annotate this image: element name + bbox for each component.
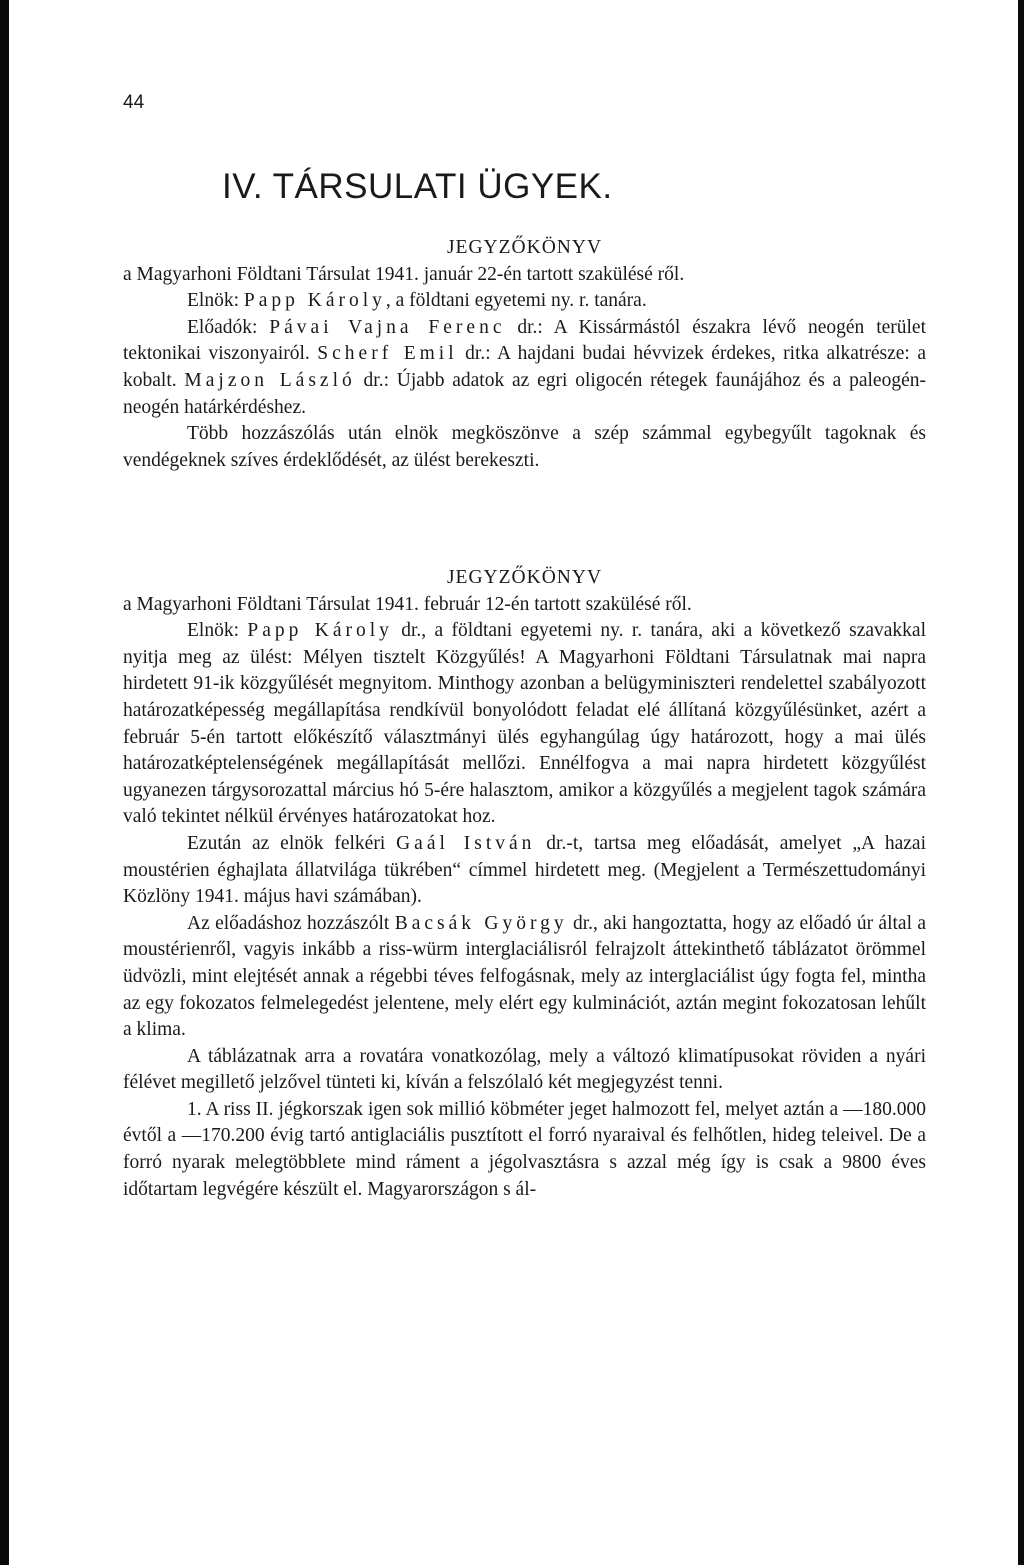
minutes-title: JEGYZŐKÖNYV <box>446 237 603 258</box>
chair-name: Papp Károly <box>247 620 393 642</box>
chair-speech: dr., a földtani egyetemi ny. r. tanára, aki a következő szavakkal nyitja meg az ülést: Mélyen tisztelt Közgyűlés! A Magyarhoni Földtani Társulatnak mai napra hirdetett 91-ik közgyűlését megnyitom. Minthogy azonban a belügyminiszteri rendelettel szabályozott határozatképesség megállapítása rendkívül bonyolódott feladat elé állítaná közgyűlésünket, azért a február 5-én tartott előkészítő választmányi ülés egyhangúlag úgy határozott, hogy a mai ülés határozatképtelenségének megállapítását mellőzi. Ennélfogva a mai napra hirdetett közgyűlést ugyanezen tárgysorozattal március hó 5-ére halasztom, amikor a közgyűlés a megjelent tagok számára való tekintet nélkül érvényes határozatokat hoz. <box>123 620 926 828</box>
page-number: 44 <box>123 92 145 113</box>
chair-label: Elnök: <box>187 290 244 312</box>
scan-right-edge <box>1018 0 1024 1565</box>
comment-paragraph <box>123 911 926 1044</box>
chair-label: Elnök: <box>187 620 248 642</box>
commenter-name: Bacsák György <box>394 912 568 934</box>
chair-paragraph <box>123 618 926 831</box>
speaker-name: Scherf Emil <box>317 343 458 365</box>
riss-paragraph: 1. A riss II. jégkorszak igen sok millió köbméter jeget halmozott fel, melyet aztán a —180.000 évtől a —170.200 évig tartó antiglaciális pusztított el forró nyaraival és felhőtlen, hideg teleivel. De a forró nyarak melegtöbblete mind ráment a jégolvasztásra s azzal még így is csak a 9800 éves időtartam legvégére készült el. Magyarországon s ál- <box>123 1098 926 1200</box>
chair-name: Papp Károly <box>243 290 386 312</box>
minutes-february <box>123 565 926 1203</box>
speaker-name: Majzon László <box>184 369 356 391</box>
lecture-paragraph <box>123 831 926 911</box>
speaker-topic: dr.: Újabb adatok az egri oligocén rétegek faunájához és a paleogén-neogén határkérdéshez. <box>123 369 926 418</box>
speaker-topic: dr.: A Kissármástól északra lévő neogén terület tektonikai viszonyairól. <box>123 316 926 365</box>
table-remark-paragraph: A táblázatnak arra a rovatára vonatkozólag, mely a változó klimatípusokat röviden a nyári félévet megillető jelzővel tünteti ki, kíván a felszólaló két megjegyzést tenni. <box>123 1045 926 1094</box>
lecturer-name: Gaál István <box>396 832 536 854</box>
minutes-january <box>123 235 926 474</box>
lecture-text: dr.-t, tartsa meg előadását, amelyet „A hazai moustérien éghajlata állatvilága tükrében“ címmel hirdetett meg. (Megjelent a Természettudományi Közlöny 1941. május havi számában). <box>123 832 926 908</box>
speakers-label: Előadók: <box>187 316 270 338</box>
closing-paragraph: Több hozzászólás után elnök megköszönve a szép számmal egybegyűlt tagoknak és vendégeknek szíves érdeklődését, az ülést berekeszti. <box>123 423 926 471</box>
lecture-text: Ezután az elnök felkéri <box>187 832 397 854</box>
comment-text: dr., aki hangoztatta, hogy az előadó úr által a moustérienről, vagyis inkább a riss-würm interglaciálisról felrajzolt áttekinthető táblázatot örömmel üdvözli, mint elejtését annak a régebbi téves felfogásnak, mely az interglaciálist úgy fogta fel, mintha az egy fokozatos felmelegedést jelentene, mely elért egy kulminációt, aztán megint fokozatosan lehűlt a klima. <box>123 912 926 1041</box>
speaker-name: Pávai Vajna Ferenc <box>269 316 506 338</box>
comment-text: Az előadáshoz hozzászólt <box>187 912 395 934</box>
minutes-subtitle: a Magyarhoni Földtani Társulat 1941. január 22-én tartott szakülésé ről. <box>123 263 685 285</box>
scan-left-edge <box>0 0 9 1565</box>
minutes-subtitle: a Magyarhoni Földtani Társulat 1941. február 12-én tartott szakülésé ről. <box>123 593 692 615</box>
section-heading: IV. TÁRSULATI ÜGYEK. <box>222 167 613 206</box>
chair-paragraph <box>123 288 926 315</box>
chair-rest: , a földtani egyetemi ny. r. tanára. <box>385 290 647 312</box>
speaker-topic: dr.: A hajdani budai hévvizek érdekes, ritka alkatrésze: a kobalt. <box>123 343 926 391</box>
minutes-title: JEGYZŐKÖNYV <box>446 567 603 588</box>
speakers-paragraph <box>123 315 926 421</box>
